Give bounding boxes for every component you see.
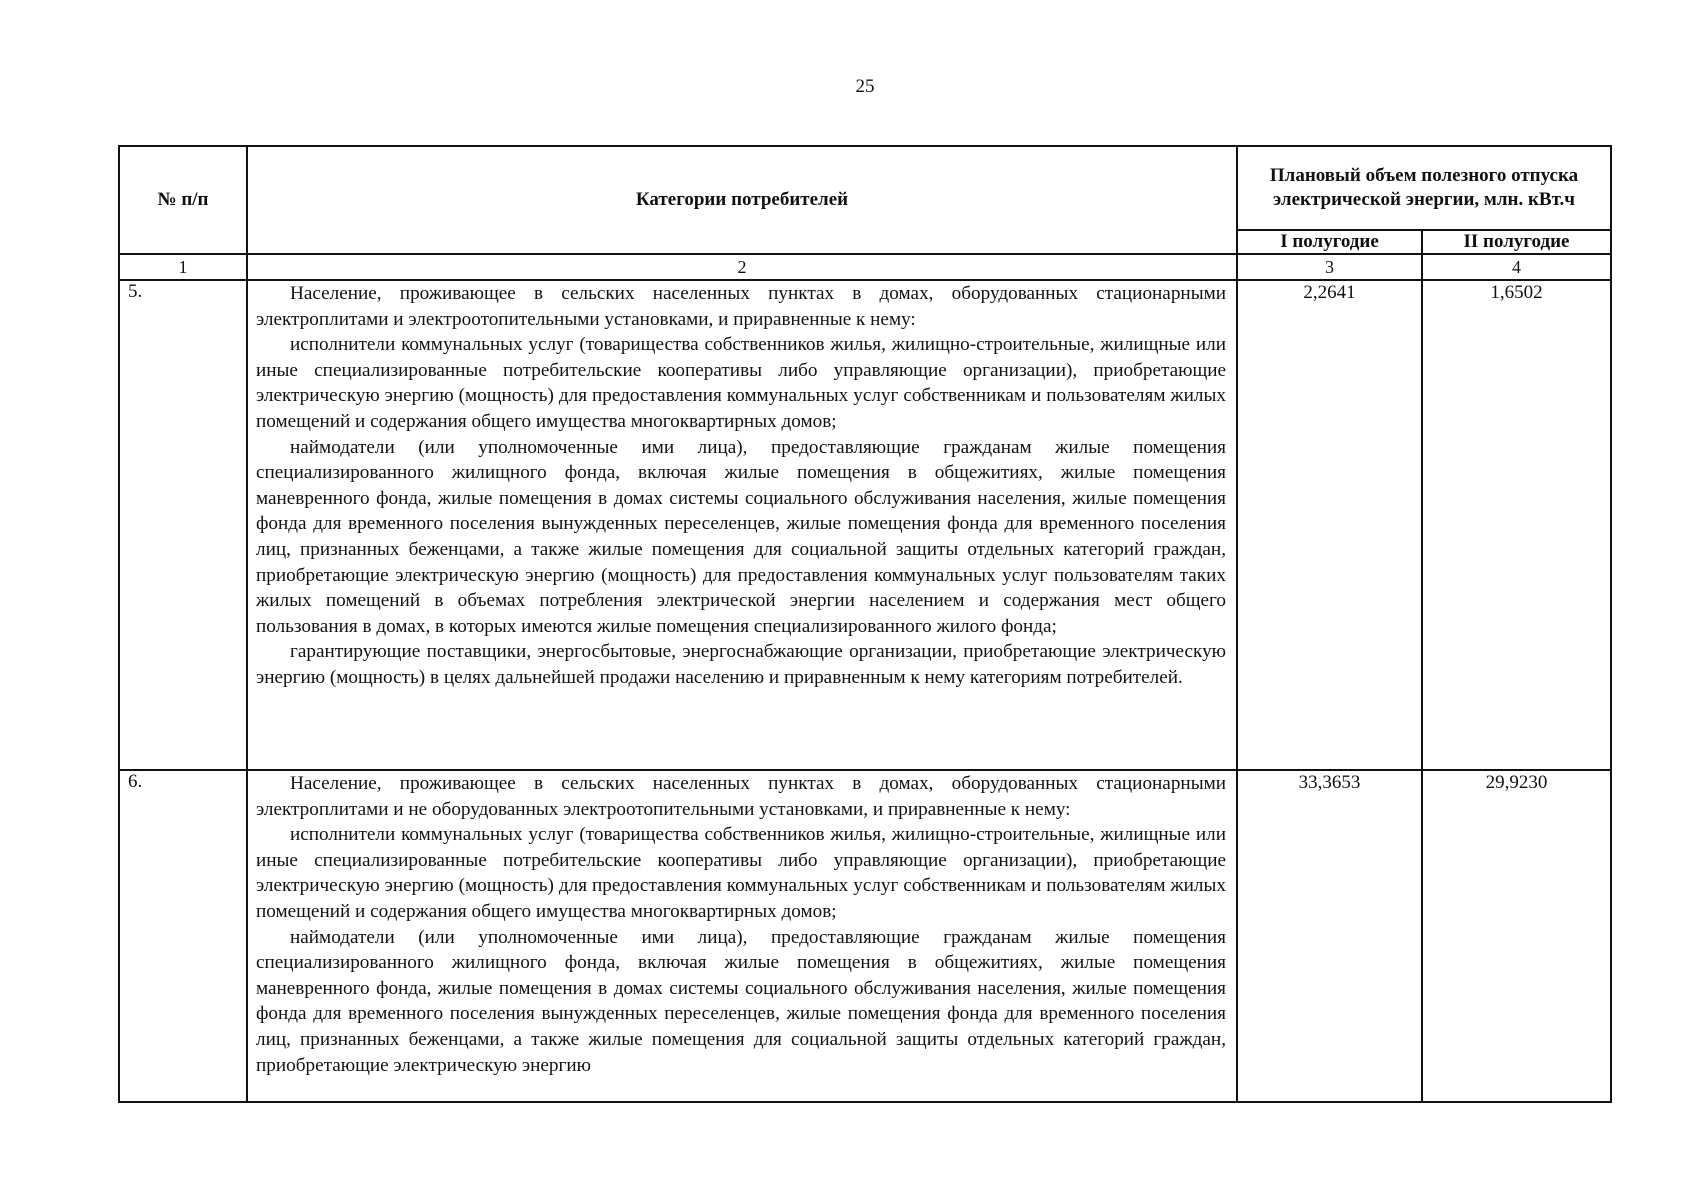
row-half2-value: 29,9230 — [1422, 770, 1611, 1102]
index-cell: 1 — [119, 254, 247, 280]
index-cell: 3 — [1237, 254, 1422, 280]
row-half1-value: 2,2641 — [1237, 280, 1422, 770]
index-cell: 4 — [1422, 254, 1611, 280]
page-number: 25 — [855, 76, 875, 97]
paragraph: исполнители коммунальных услуг (товарищества собственников жилья, жилищно-строительные, жилищные или иные специализированные потребительские кооперативы либо управляющие организации), приобретающие электрическую энергию (мощность) для предоставления коммунальных услуг собственникам и пользователям жилых помещений и содержания общего имущества многоквартирных домов; — [256, 824, 1226, 922]
table-row — [119, 280, 1611, 770]
header-category: Категории потребителей — [247, 146, 1237, 254]
header-row — [119, 146, 1611, 230]
header-half2: II полугодие — [1422, 230, 1611, 254]
row-category-text — [247, 770, 1237, 1102]
row-half2-value: 1,6502 — [1422, 280, 1611, 770]
header-half1: I полугодие — [1237, 230, 1422, 254]
row-number: 6. — [119, 770, 247, 1102]
row-category-text — [247, 280, 1237, 770]
paragraph: гарантирующие поставщики, энергосбытовые, энергоснабжающие организации, приобретающие электрическую энергию (мощность) в целях дальнейшей продажи населению и приравненным к нему категориям потребителей. — [256, 641, 1226, 688]
row-half1-value: 33,3653 — [1237, 770, 1422, 1102]
paragraph: наймодатели (или уполномоченные ими лица), предоставляющие гражданам жилые помещения специализированного жилищного фонда, включая жилые помещения в общежитиях, жилые помещения маневренного фонда, жилые помещения в домах системы социального обслуживания населения, жилые помещения фонда для временного поселения вынужденных переселенцев, жилые помещения фонда для временного поселения лиц, признанных беженцами, а также жилые помещения для социальной защиты отдельных категорий граждан, приобретающие электрическую энергию (мощность) для предоставления коммунальных услуг пользователям таких жилых помещений в объемах потребления электрической энергии населением и содержания мест общего пользования в домах, в которых имеются жилые помещения специализированного жилого фонда; — [256, 436, 1226, 637]
row-number: 5. — [119, 280, 247, 770]
paragraph: Население, проживающее в сельских населенных пунктах в домах, оборудованных стационарными электроплитами и не оборудованных электроотопительными установками, и приравненные к нему: — [256, 773, 1226, 820]
index-row — [119, 254, 1611, 280]
paragraph: Население, проживающее в сельских населенных пунктах в домах, оборудованных стационарными электроплитами и электроотопительными установками, и приравненные к нему: — [256, 283, 1226, 330]
header-num — [119, 146, 247, 254]
header-volume: Плановый объем полезного отпуска электрической энергии, млн. кВт.ч — [1237, 146, 1611, 230]
table-row — [119, 770, 1611, 1102]
header-num-label: № п/п — [157, 189, 209, 210]
index-cell: 2 — [247, 254, 1237, 280]
consumption-table — [118, 145, 1612, 1103]
paragraph: наймодатели (или уполномоченные ими лица), предоставляющие гражданам жилые помещения специализированного жилищного фонда, включая жилые помещения в общежитиях, жилые помещения маневренного фонда, жилые помещения в домах системы социального обслуживания населения, жилые помещения фонда для временного поселения вынужденных переселенцев, жилые помещения фонда для временного поселения лиц, признанных беженцами, а также жилые помещения для социальной защиты отдельных категорий граждан, приобретающие электрическую энергию — [256, 926, 1226, 1076]
paragraph: исполнители коммунальных услуг (товарищества собственников жилья, жилищно-строительные, жилищные или иные специализированные потребительские кооперативы либо управляющие организации), приобретающие электрическую энергию (мощность) для предоставления коммунальных услуг собственникам и пользователям жилых помещений и содержания общего имущества многоквартирных домов; — [256, 334, 1226, 432]
